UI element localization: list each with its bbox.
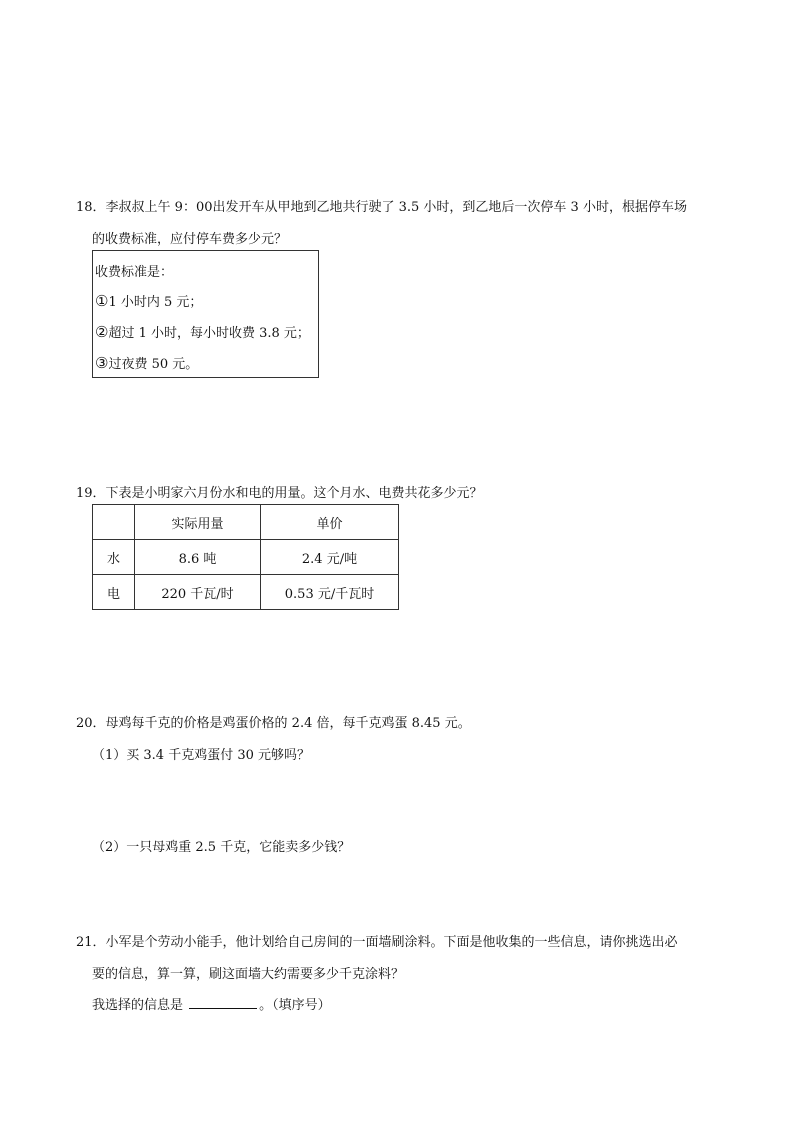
answer-blank[interactable] bbox=[189, 996, 257, 1009]
q20-sub2: （2）一只母鸡重 2.5 千克，它能卖多少钱？ bbox=[92, 840, 351, 855]
table-header-cell: 实际用量 bbox=[135, 505, 261, 540]
table-cell: 水 bbox=[93, 540, 135, 575]
q18-text-line2: 的收费标准，应付停车费多少元？ bbox=[92, 232, 288, 247]
fee-item-3-text: 过夜费 50 元。 bbox=[108, 357, 199, 372]
q19-text-line1: 19．下表是小明家六月份水和电的用量。这个月水、电费共花多少元？ bbox=[76, 486, 483, 501]
table-cell: 220 千瓦/时 bbox=[135, 575, 261, 610]
fee-item-2-text: 超过 1 小时，每小时收费 3.8 元； bbox=[108, 326, 310, 341]
q21-choose-prefix: 我选择的信息是 bbox=[92, 998, 184, 1013]
q21-choose-suffix: 。（填序号） bbox=[259, 998, 331, 1013]
q21-text-line2: 要的信息，算一算，刷这面墙大约需要多少千克涂料？ bbox=[92, 967, 405, 982]
fee-standard-title: 收费标准是： bbox=[95, 265, 174, 280]
table-header-cell bbox=[93, 505, 135, 540]
table-row bbox=[93, 575, 399, 610]
fee-item-3 bbox=[95, 353, 198, 372]
fee-item-2-marker: ② bbox=[95, 323, 109, 341]
table-header-cell: 单价 bbox=[261, 505, 399, 540]
table-row bbox=[93, 540, 399, 575]
table-header-row bbox=[93, 505, 399, 540]
table-cell: 8.6 吨 bbox=[135, 540, 261, 575]
fee-item-1 bbox=[95, 291, 202, 310]
table-cell: 电 bbox=[93, 575, 135, 610]
fee-item-2 bbox=[95, 322, 310, 341]
usage-table bbox=[92, 504, 399, 610]
q20-text-line1: 20．母鸡每千克的价格是鸡蛋价格的 2.4 倍，每千克鸡蛋 8.45 元。 bbox=[76, 716, 471, 731]
table-cell: 2.4 元/吨 bbox=[261, 540, 399, 575]
q20-sub1: （1）买 3.4 千克鸡蛋付 30 元够吗？ bbox=[92, 748, 311, 763]
q18-text-line1: 18．李叔叔上午 9：00出发开车从甲地到乙地共行驶了 3.5 小时，到乙地后一次停车 3 小时，根据停车场 bbox=[76, 200, 687, 215]
fee-standard-box bbox=[92, 250, 319, 378]
q21-choose-line bbox=[92, 994, 331, 1013]
q21-text-line1: 21．小军是个劳动小能手，他计划给自己房间的一面墙刷涂料。下面是他收集的一些信息，请你挑选出必 bbox=[76, 935, 678, 950]
fee-item-1-marker: ① bbox=[95, 292, 109, 310]
fee-item-1-text: 1 小时内 5 元； bbox=[108, 295, 203, 310]
fee-item-3-marker: ③ bbox=[95, 354, 109, 372]
table-cell: 0.53 元/千瓦时 bbox=[261, 575, 399, 610]
